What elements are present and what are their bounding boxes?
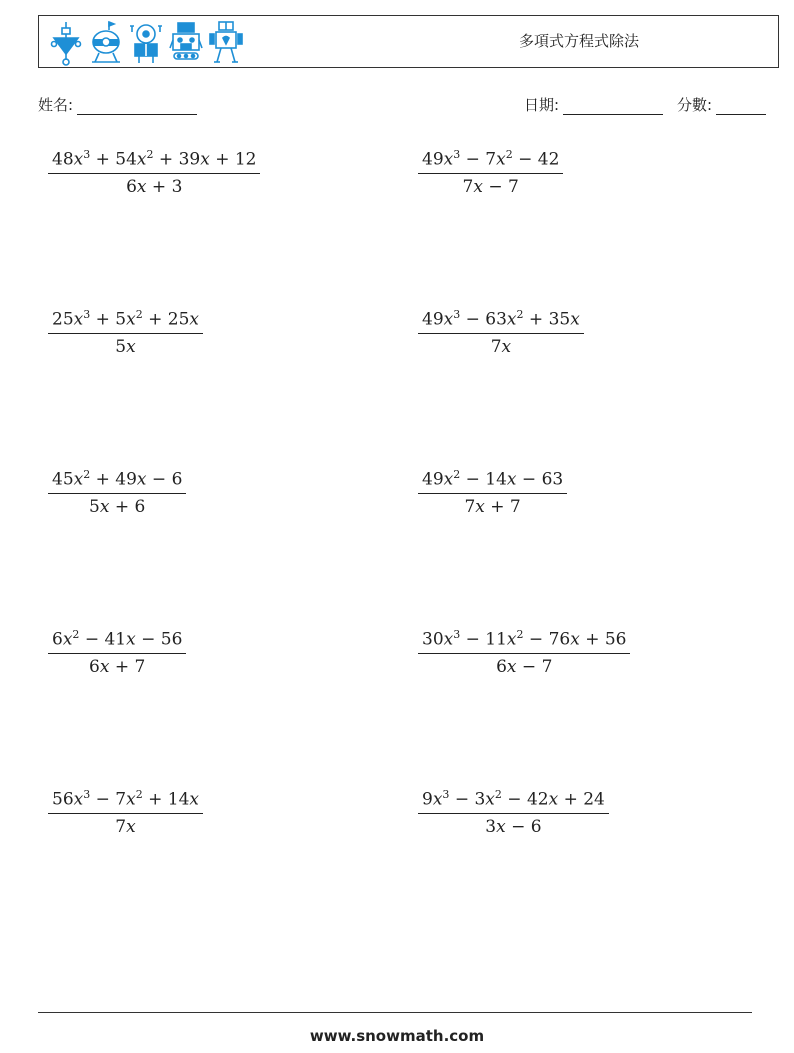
problem-numerator: $49x^3 - 63x^2 + 35x$ (418, 308, 584, 334)
problem-numerator: $6x^2 - 41x - 56$ (48, 628, 186, 654)
problem-denominator: 7x − 7 (462, 176, 519, 197)
problem-6 (418, 468, 567, 517)
problem-numerator: $45x^2 + 49x - 6$ (48, 468, 186, 494)
problem-3 (48, 308, 203, 357)
problem-numerator: $9x^3 - 3x^2 - 42x + 24$ (418, 788, 609, 814)
name-blank[interactable] (77, 99, 197, 115)
robot-icon-5 (209, 20, 243, 66)
page-title: 多項式方程式除法 (519, 32, 640, 50)
problem-9 (48, 788, 203, 837)
robot-icon-2 (89, 20, 123, 66)
problem-numerator: $49x^2 - 14x - 63$ (418, 468, 567, 494)
problem-10 (418, 788, 609, 837)
problem-numerator: $49x^3 - 7x^2 - 42$ (418, 148, 563, 174)
problem-denominator: 5x (115, 336, 136, 357)
problem-numerator: $48x^3 + 54x^2 + 39x + 12$ (48, 148, 260, 174)
problem-1 (48, 148, 260, 197)
problem-numerator: $25x^3 + 5x^2 + 25x$ (48, 308, 203, 334)
problem-denominator: 7x + 7 (464, 496, 521, 517)
problem-denominator: 5x + 6 (89, 496, 146, 517)
robot-icon-1 (49, 20, 83, 66)
date-blank[interactable] (563, 99, 663, 115)
name-field (38, 94, 197, 115)
name-label: 姓名: (38, 96, 74, 114)
robot-icon-3 (129, 20, 163, 66)
score-blank[interactable] (716, 99, 766, 115)
problem-denominator: 6x + 7 (89, 656, 146, 677)
problem-denominator: 7x (490, 336, 512, 357)
score-field (677, 94, 766, 115)
problem-8 (418, 628, 630, 677)
robot-icon-4 (169, 20, 203, 66)
date-field (524, 94, 663, 115)
footer-divider (38, 1012, 752, 1013)
problem-2 (418, 148, 563, 197)
footer-url: www.snowmath.com (309, 1027, 485, 1045)
problem-4 (418, 308, 584, 357)
problem-denominator: 6x + 3 (126, 176, 183, 197)
score-label: 分數: (677, 96, 713, 114)
problem-7 (48, 628, 186, 677)
problem-denominator: 7x (115, 816, 136, 837)
problem-denominator: 3x − 6 (485, 816, 542, 837)
worksheet-header (38, 15, 779, 68)
date-label: 日期: (524, 96, 560, 114)
problem-numerator: $30x^3 - 11x^2 - 76x + 56$ (418, 628, 630, 654)
problem-numerator: $56x^3 - 7x^2 + 14x$ (48, 788, 203, 814)
problem-denominator: 6x − 7 (496, 656, 553, 677)
problem-5 (48, 468, 186, 517)
robot-icons (49, 20, 243, 66)
